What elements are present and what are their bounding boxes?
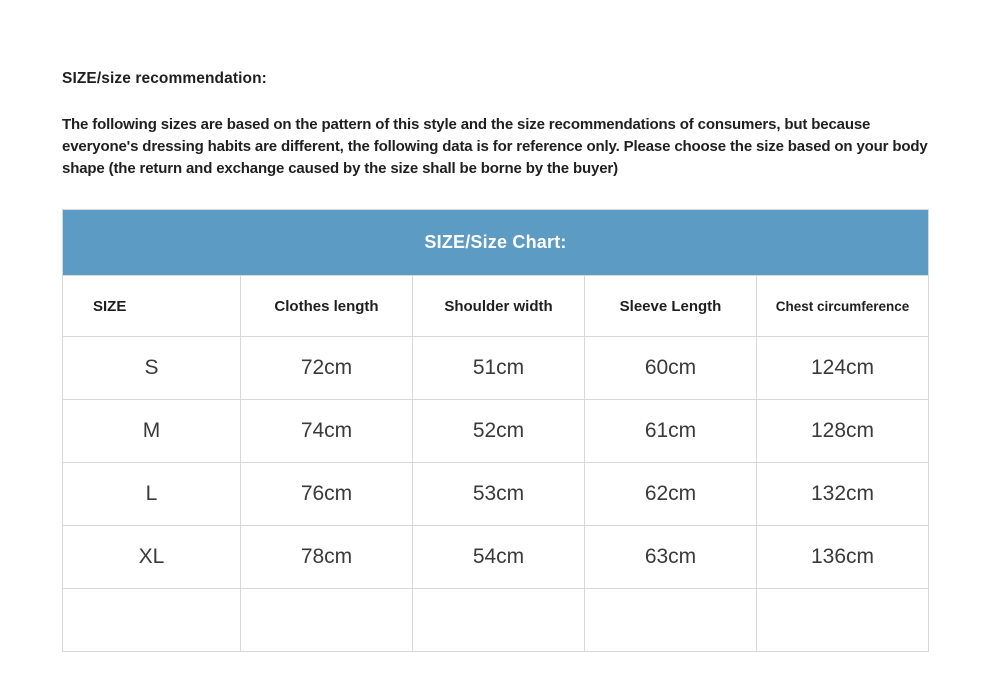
cell-size xyxy=(63,589,241,652)
table-row-empty xyxy=(63,589,929,652)
cell-size: S xyxy=(63,337,241,400)
table-title: SIZE/Size Chart: xyxy=(63,210,929,276)
cell-shoulder-width: 53cm xyxy=(413,463,585,526)
table-header-row xyxy=(63,276,929,337)
table-row xyxy=(63,337,929,400)
cell-size: M xyxy=(63,400,241,463)
cell-chest-circumference: 136cm xyxy=(757,526,929,589)
cell-size: L xyxy=(63,463,241,526)
cell-chest-circumference: 128cm xyxy=(757,400,929,463)
cell-clothes-length: 72cm xyxy=(241,337,413,400)
cell-sleeve-length: 60cm xyxy=(585,337,757,400)
cell-sleeve-length: 62cm xyxy=(585,463,757,526)
cell-shoulder-width: 52cm xyxy=(413,400,585,463)
intro-paragraph: The following sizes are based on the pattern of this style and the size recommendations of consumers, but because everyone's dressing habits are different, the following data is for reference only. Please choose the size based on your body shape (the return and exchange caused by the size shall be borne by the buyer) xyxy=(62,116,928,177)
column-header-chest-circumference: Chest circumference xyxy=(757,276,929,337)
cell-size: XL xyxy=(63,526,241,589)
cell-chest-circumference: 124cm xyxy=(757,337,929,400)
cell-shoulder-width: 51cm xyxy=(413,337,585,400)
cell-sleeve-length: 61cm xyxy=(585,400,757,463)
cell-shoulder-width: 54cm xyxy=(413,526,585,589)
cell-clothes-length xyxy=(241,589,413,652)
column-header-size: SIZE xyxy=(63,276,241,337)
cell-sleeve-length: 63cm xyxy=(585,526,757,589)
cell-clothes-length: 76cm xyxy=(241,463,413,526)
size-chart-table xyxy=(62,209,929,652)
table-row xyxy=(63,526,929,589)
column-header-clothes-length: Clothes length xyxy=(241,276,413,337)
cell-sleeve-length xyxy=(585,589,757,652)
cell-chest-circumference: 132cm xyxy=(757,463,929,526)
table-title-row xyxy=(63,210,929,276)
table-row xyxy=(63,463,929,526)
table-row xyxy=(63,400,929,463)
cell-clothes-length: 74cm xyxy=(241,400,413,463)
column-header-sleeve-length: Sleeve Length xyxy=(585,276,757,337)
cell-clothes-length: 78cm xyxy=(241,526,413,589)
cell-shoulder-width xyxy=(413,589,585,652)
page-title: SIZE/size recommendation: xyxy=(62,70,267,87)
cell-chest-circumference xyxy=(757,589,929,652)
column-header-shoulder-width: Shoulder width xyxy=(413,276,585,337)
